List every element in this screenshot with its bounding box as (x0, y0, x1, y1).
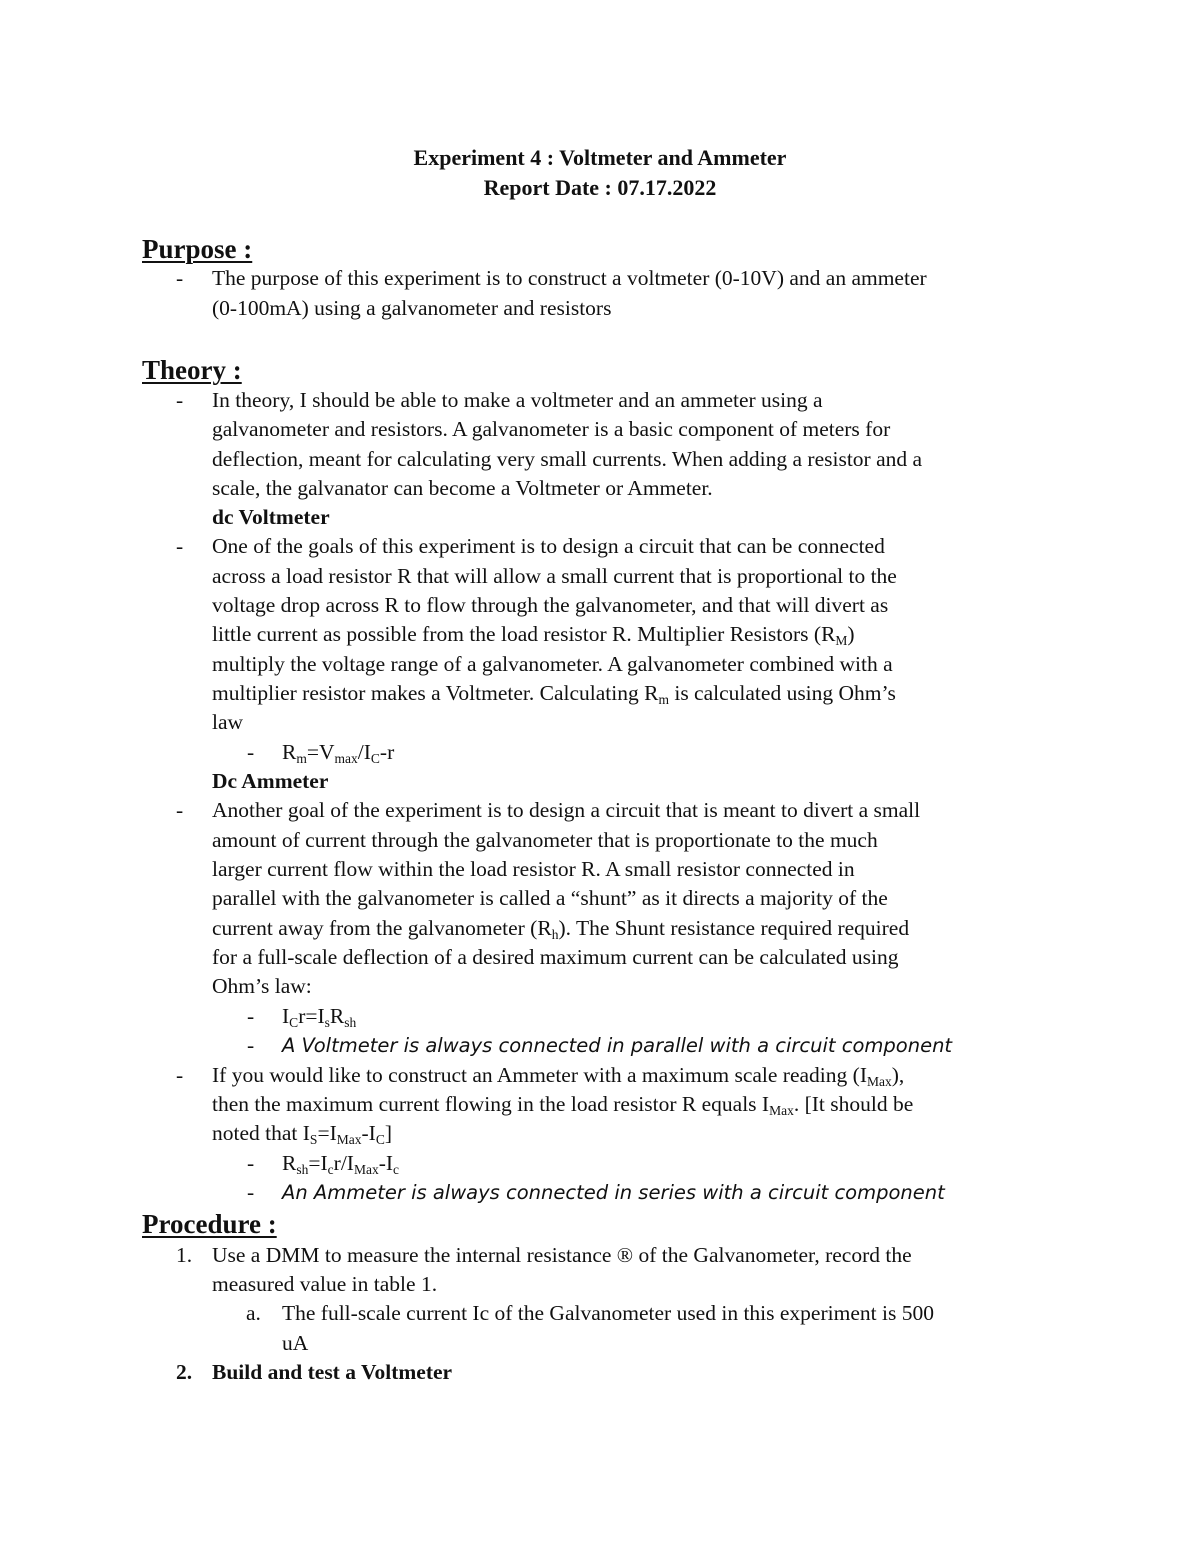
step1-line-2: measured value in table 1. (212, 1272, 438, 1296)
voltmeter-note: A Voltmeter is always connected in parallel with a circuit component (282, 1034, 953, 1057)
theory-line-2: galvanometer and resistors. A galvanometer is a basic component of meters for (212, 417, 891, 441)
ammeter-line-5: current away from the galvanometer $(R_h)$. The Shunt resistance required required (212, 916, 910, 942)
purpose-heading: Purpose : (142, 234, 253, 264)
bullet-marker: - (247, 1004, 255, 1028)
step1-line-1: Use a DMM to measure the internal resistance ® of the Galvanometer, record the (212, 1243, 912, 1267)
voltmeter-line-4: little current as possible from the load resistor R. Multiplier Resistors $(R_M)$ (212, 622, 855, 648)
imax-line-3: noted that $I_S=I_{Max}-I_C$] (212, 1121, 392, 1147)
dc-ammeter-subheading: Dc Ammeter (212, 769, 329, 793)
bullet-marker: - (247, 740, 255, 764)
procedure-heading: Procedure : (142, 1209, 277, 1239)
dc-voltmeter-subheading: dc Voltmeter (212, 505, 330, 529)
theory-line-3: deflection, meant for calculating very small currents. When adding a resistor and a (212, 447, 923, 471)
bullet-marker: - (176, 388, 184, 412)
formula-rm: $R_m=V_{max}/I_C-r$ (282, 740, 395, 766)
ammeter-note: An Ammeter is always connected in series with a circuit component (282, 1181, 945, 1204)
step1a-line-2: uA (282, 1331, 309, 1355)
document-title: Experiment 4 : Voltmeter and Ammeter (413, 145, 787, 170)
bullet-marker: - (176, 534, 184, 558)
imax-line-2: then the maximum current flowing in the load resistor R equals $I_{Max}$. [It should be (212, 1092, 914, 1118)
voltmeter-line-1: One of the goals of this experiment is to design a circuit that can be connected (212, 534, 885, 558)
purpose-line-1: The purpose of this experiment is to construct a voltmeter (0-10V) and an ammeter (212, 266, 927, 290)
purpose-line-2: (0-100mA) using a galvanometer and resistors (212, 296, 612, 320)
bullet-marker: - (176, 798, 184, 822)
theory-heading: Theory : (142, 355, 242, 385)
report-date: Report Date : 07.17.2022 (483, 175, 717, 200)
bullet-marker: - (176, 1063, 184, 1087)
imax-line-1: If you would like to construct an Ammeter with a maximum scale reading $(I_{Max})$, (212, 1063, 905, 1089)
formula-ic: $I_Cr=I_sR_{sh}$ (282, 1004, 357, 1030)
bullet-marker: - (247, 1033, 255, 1057)
voltmeter-line-6: multiplier resistor makes a Voltmeter. Calculating $R_m$ is calculated using Ohm’s (212, 681, 896, 707)
ammeter-line-4: parallel with the galvanometer is called a “shunt” as it directs a majority of the (212, 886, 888, 910)
bullet-marker: - (247, 1180, 255, 1204)
bullet-marker: - (247, 1151, 255, 1175)
theory-line-4: scale, the galvanator can become a Voltmeter or Ammeter. (212, 476, 713, 500)
ammeter-line-7: Ohm’s law: (212, 974, 312, 998)
step2-line: Build and test a Voltmeter (212, 1360, 453, 1384)
step1a-line-1: The full-scale current Ic of the Galvanometer used in this experiment is 500 (282, 1301, 934, 1325)
voltmeter-line-3: voltage drop across R to flow through the galvanometer, and that will divert as (212, 593, 889, 617)
formula-rsh: $R_{sh}=I_cr/I_{Max}-I_c$ (282, 1151, 400, 1177)
substep-letter: a. (246, 1301, 261, 1325)
ammeter-line-6: for a full-scale deflection of a desired maximum current can be calculated using (212, 945, 899, 969)
voltmeter-line-7: law (212, 710, 244, 734)
step-number: 1. (176, 1243, 193, 1267)
step-number: 2. (176, 1360, 193, 1384)
bullet-marker: - (176, 266, 184, 290)
ammeter-line-2: amount of current through the galvanometer that is proportionate to the much (212, 828, 878, 852)
theory-line-1: In theory, I should be able to make a voltmeter and an ammeter using a (212, 388, 823, 412)
ammeter-line-3: larger current flow within the load resistor R. A small resistor connected in (212, 857, 855, 881)
voltmeter-line-5: multiply the voltage range of a galvanometer. A galvanometer combined with a (212, 652, 893, 676)
ammeter-line-1: Another goal of the experiment is to design a circuit that is meant to divert a small (212, 798, 921, 822)
voltmeter-line-2: across a load resistor R that will allow a small current that is proportional to the (212, 564, 897, 588)
